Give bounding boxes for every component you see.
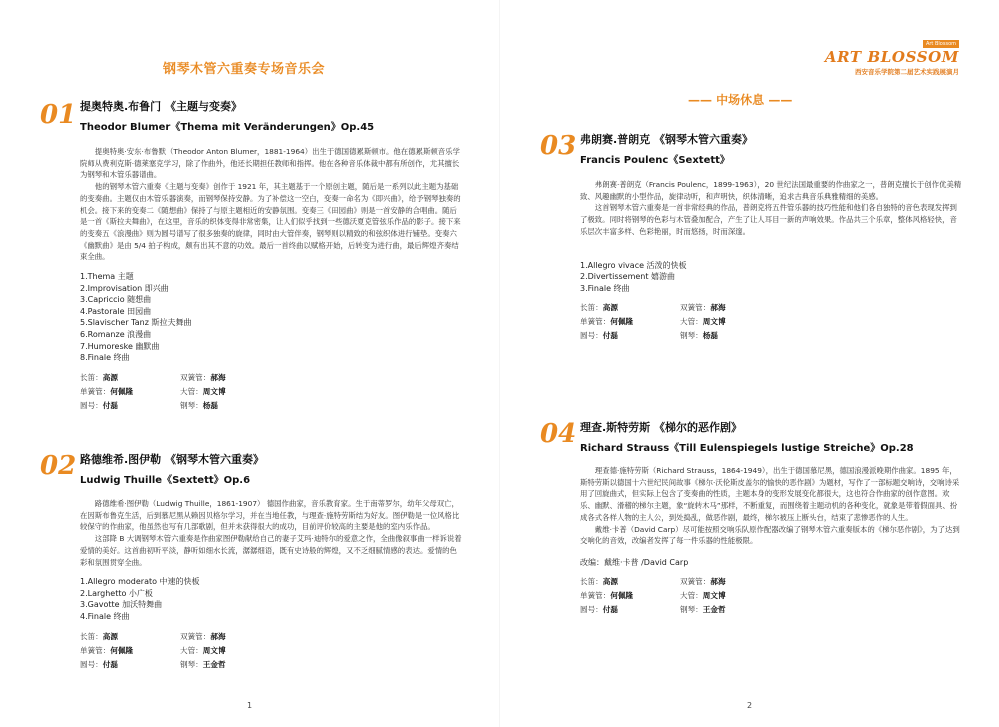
player-entry: 长笛：高源 bbox=[80, 372, 118, 382]
player-entry: 大管：周文博 bbox=[180, 386, 226, 396]
page-number: 1 bbox=[247, 701, 253, 710]
piece-description bbox=[80, 498, 462, 568]
description-paragraph: 理查德·施特劳斯（Richard Strauss，1864-1949），出生于德国慕尼黑，德国浪漫派晚期作曲家。1895 年，斯特劳斯以德国十六世纪民间故事《梯尔·沃伦斯皮盖尔的愉快的恶作剧》为题材，写作了一部标题交响诗，交响诗采用了回旋曲式，但实际上包含了变奏曲的性质，主题本身的变形发展变化都很大，这也符合作曲家的创作意图。欢乐、幽默、滑稽的梯尔主题，象“旋转木马”那样，不断重复，而围绕着主题动机的各种变化，就象是带着假面具、扮成各式各样人物的主人公，到处捣乱，做恶作剧，最终，梯尔被压上断头台，结束了悲惨恶作的人生。 bbox=[580, 466, 960, 522]
movement-item: 3.Gavotte 加沃特舞曲 bbox=[80, 600, 163, 610]
movement-list bbox=[80, 271, 422, 364]
movement-item: 1.Allegro moderato 中速的快板 bbox=[80, 577, 200, 587]
player-list bbox=[580, 576, 922, 616]
player-entry: 圆号：付磊 bbox=[580, 331, 618, 341]
movement-item: 5.Slavischer Tanz 斯拉夫舞曲 bbox=[80, 318, 192, 328]
logo-subtitle: 西安音乐学院第二届艺术实践展演月 bbox=[855, 68, 959, 76]
arranger-credit: 改编：戴维·卡普 /David Carp bbox=[580, 557, 689, 567]
piece-number: 01 bbox=[40, 100, 77, 130]
piece-header bbox=[80, 451, 422, 486]
piece-title-cn: 提奥特奥.布鲁门 《主题与变奏》 bbox=[80, 100, 243, 113]
intermission-heading: —— 中场休息 —— bbox=[688, 93, 793, 107]
player-entry: 圆号：付磊 bbox=[80, 659, 118, 669]
right-page bbox=[500, 0, 999, 727]
piece-description bbox=[80, 146, 462, 263]
movement-item: 6.Romanze 浪漫曲 bbox=[80, 330, 152, 339]
description-paragraph: 弗朗赛·普朗克（Francis Poulenc，1899-1963），20 世纪法国最重要的作曲家之一，普朗克擅长于创作优美精致、风趣幽默的小型作品，旋律动听，和声明快，织体清晰，追求古典音乐典雅精细的美感。 bbox=[580, 180, 962, 201]
piece-description bbox=[580, 179, 962, 238]
player-entry: 单簧管：何佩隆 bbox=[580, 317, 634, 327]
player-list bbox=[580, 302, 922, 342]
player-entry: 单簧管：何佩隆 bbox=[80, 386, 134, 396]
player-entry: 双簧管：郝海 bbox=[680, 576, 726, 586]
piece-01 bbox=[40, 98, 461, 412]
logo-tag: Art Blossom bbox=[923, 40, 959, 48]
player-entry: 长笛：高源 bbox=[80, 631, 118, 641]
piece-title-en: Ludwig Thuille《Sextett》Op.6 bbox=[80, 475, 251, 486]
piece-title-cn: 理查.斯特劳斯 《梯尔的恶作剧》 bbox=[580, 421, 743, 434]
player-list bbox=[80, 631, 422, 671]
movement-item: 7.Humoreske 幽默曲 bbox=[80, 341, 160, 351]
concert-title: 钢琴木管六重奏专场音乐会 bbox=[163, 62, 326, 77]
player-entry: 钢琴：王金哲 bbox=[180, 659, 226, 669]
movement-item: 1.Allegro vivace 活泼的快板 bbox=[580, 260, 687, 270]
movement-item: 3.Finale 终曲 bbox=[580, 283, 630, 293]
movement-list bbox=[80, 576, 422, 622]
player-entry: 大管：周文博 bbox=[680, 317, 726, 327]
description-paragraph: 戴维·卡普（David Carp）尽可能按照交响乐队原作配器改编了钢琴木管六重奏版本的《梯尔恶作剧》，为了达到交响化的音效，改编者发挥了每一件乐器的性能极限。 bbox=[580, 524, 960, 546]
piece-header bbox=[580, 419, 922, 454]
piece-header bbox=[580, 131, 922, 166]
player-entry: 圆号：付磊 bbox=[580, 604, 618, 614]
piece-title-en: Theodor Blumer《Thema mit Veränderungen》Op.45 bbox=[80, 122, 375, 133]
player-entry: 双簧管：郝海 bbox=[180, 631, 226, 641]
description-paragraph: 提奥特奥·安东·布鲁默（Theodor Anton Blumer，1881-1964）出生于德国德累斯顿市。他在德累斯顿音乐学院师从费利克斯·德莱塞克学习，除了作曲外，他还长期担任教师和指挥。他在各种音乐体裁中都有所创作，尤其擅长为钢琴和木管乐器谱曲。 bbox=[80, 147, 460, 180]
player-entry: 钢琴：杨磊 bbox=[180, 400, 218, 410]
movement-item: 4.Finale 终曲 bbox=[80, 612, 130, 621]
piece-number: 04 bbox=[540, 419, 577, 449]
player-entry: 双簧管：郝海 bbox=[180, 372, 226, 382]
player-entry: 单簧管：何佩隆 bbox=[580, 590, 634, 600]
piece-title-en: Richard Strauss《Till Eulenspiegels lustige Streiche》Op.28 bbox=[580, 443, 914, 454]
piece-number: 03 bbox=[540, 131, 577, 161]
player-entry: 长笛：高源 bbox=[580, 303, 618, 313]
movement-item: 2.Divertissement 嬉游曲 bbox=[580, 272, 676, 282]
movement-list bbox=[580, 260, 922, 295]
art-blossom-logo bbox=[824, 40, 959, 84]
description-paragraph: 这首钢琴木管六重奏是一首非常经典的作品，普朗克将五件管乐器的技巧性能和他们各自独特的音色表现发挥到了极致。同时将钢琴的色彩与木管叠加配合，产生了让人耳目一新的声响效果。作品共三个乐章，整体风格轻快，音乐层次丰富多样、色彩艳丽，时而悠扬，时而深邃。 bbox=[580, 203, 957, 236]
player-entry: 大管：周文博 bbox=[180, 645, 226, 655]
page-number: 2 bbox=[747, 701, 753, 710]
piece-title-cn: 路德维希.图伊勒 《钢琴木管六重奏》 bbox=[80, 453, 265, 466]
piece-title-cn: 弗朗赛.普朗克 《钢琴木管六重奏》 bbox=[580, 133, 754, 146]
player-entry: 双簧管：郝海 bbox=[680, 303, 726, 313]
movement-item: 4.Pastorale 田园曲 bbox=[80, 306, 152, 316]
movement-item: 3.Capriccio 随想曲 bbox=[80, 295, 152, 305]
player-list bbox=[80, 372, 422, 412]
player-entry: 大管：周文博 bbox=[680, 590, 726, 600]
piece-description bbox=[580, 465, 962, 547]
piece-header bbox=[80, 98, 422, 133]
player-entry: 钢琴：杨磊 bbox=[680, 331, 718, 341]
description-paragraph: 这部降 B 大调钢琴木管六重奏是作曲家图伊勒献给自己的妻子艾玛·迪特尔的爱意之作，全曲像叙事曲一样诉说着爱情的美好。这首曲初听平淡，静听如细水长流，潺潺细语，既有史诗般的辉煌，又不乏细腻情感的表达。爱情的色彩和氛围贯穿全曲。 bbox=[80, 534, 462, 567]
piece-title-en: Francis Poulenc《Sextett》 bbox=[580, 155, 730, 166]
movement-item: 8.Finale 终曲 bbox=[80, 353, 130, 363]
movement-item: 1.Thema 主题 bbox=[80, 272, 134, 282]
piece-02 bbox=[40, 451, 462, 671]
logo-wordmark: ART BLOSSOM bbox=[824, 48, 959, 66]
movement-item: 2.Larghetto 小广板 bbox=[80, 588, 153, 598]
player-entry: 单簧管：何佩隆 bbox=[80, 645, 134, 655]
piece-04 bbox=[540, 419, 960, 616]
player-entry: 长笛：高源 bbox=[580, 576, 618, 586]
description-paragraph: 他的钢琴木管六重奏《主题与变奏》创作于 1921 年，其主题基于一个原创主题，随后是一系列以此主题为基础的变奏曲。主题仅由木管乐器演奏，而钢琴保持安静。为了补偿这一空白，变奏一命名为《即兴曲》，给予钢琴独奏的机会。接下来的变奏二《随想曲》保持了与原主题相近的安静氛围。变奏三《田园曲》则是一首安静的合唱曲。随后是一首《斯拉夫舞曲》，在这里，音乐的织体变得非常密集，让人们似乎找到一些德沃夏克管弦乐作品的影子。接下来的变奏五《浪漫曲》则为圆号谱写了很多独奏的旋律，同时由大管伴奏，钢琴则以精致的和弦织体进行铺垫。变奏六《幽默曲》是由 5/4 拍子构成，颇有出其不意的功效。最后一首终曲以赋格开始，后转变为进行曲，最后辉煌齐奏结束全曲。 bbox=[80, 182, 461, 262]
player-entry: 钢琴：王金哲 bbox=[680, 604, 726, 614]
piece-number: 02 bbox=[40, 451, 77, 481]
description-paragraph: 路德维希·图伊勒（Ludwig Thuille，1861-1907） 德国作曲家，音乐教育家。生于南蒂罗尔，幼年父母双亡，在因斯布鲁克生活，后到慕尼黑从赖因贝格尔学习，并在当地任教，与理查·施特劳斯结为好友。图伊勒是一位风格比较保守的作曲家，他虽然也写有几部歌剧，但并未获得很大的成功，目前评价较高的主要是他的室内乐作品。 bbox=[80, 499, 460, 532]
movement-item: 2.Improvisation 即兴曲 bbox=[80, 283, 169, 293]
piece-03 bbox=[540, 131, 962, 342]
player-entry: 圆号：付磊 bbox=[80, 400, 118, 410]
